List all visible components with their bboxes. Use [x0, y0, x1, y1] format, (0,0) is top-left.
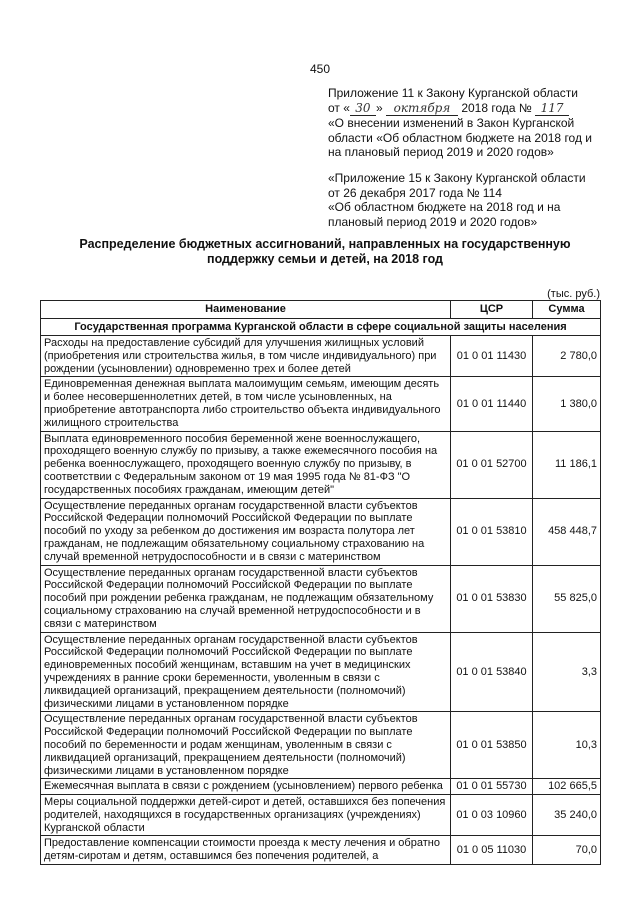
table-row — [41, 431, 601, 498]
row-sum: 11 186,1 — [533, 431, 601, 498]
row-sum: 70,0 — [533, 836, 601, 865]
table-row — [41, 565, 601, 632]
year-text: 2018 года № — [461, 100, 532, 115]
row-name: Ежемесячная выплата в связи с рождением (усыновлением) первого ребенка — [41, 779, 451, 795]
table-row — [41, 377, 601, 431]
row-name: Осуществление переданных органам государственной власти субъектов Российской Федерации полномочий Российской Федерации по выплате пособий по уходу за ребенком до достижения им возраста полутора лет гражданам, не подлежащим обязательному социальному страхованию на случай временной нетрудоспособности и в связи с материнством — [41, 498, 451, 565]
appendix-line: области «Об областном бюджете на 2018 год и — [328, 130, 593, 145]
row-csr: 01 0 03 10960 — [451, 795, 533, 836]
table-row — [41, 712, 601, 779]
page-number: 450 — [309, 62, 331, 76]
table-body — [41, 301, 601, 865]
table-header-row — [41, 301, 601, 319]
row-name: Выплата единовременного пособия беременной жене военнослужащего, проходящего военную службу по призыву, а также ежемесячного пособия на ребенка военнослужащего, проходящего военную службу по призыву, в соответствии с Федеральным законом от 19 мая 1995 года № 81-ФЗ "О государственных пособиях гражданам, имеющим детей" — [41, 431, 451, 498]
row-csr: 01 0 01 53850 — [451, 712, 533, 779]
row-sum: 1 380,0 — [533, 377, 601, 431]
title-line: Распределение бюджетных ассигнований, направленных на государственную — [79, 237, 571, 251]
row-csr: 01 0 01 11440 — [451, 377, 533, 431]
row-name: Расходы на предоставление субсидий для улучшения жилищных условий (приобретения или строительства жилья, в том числе индивидуального) при рождении (усыновлении) одновременно трех и более детей — [41, 336, 451, 377]
unit-label: (тыс. руб.) — [547, 288, 600, 300]
row-sum: 458 448,7 — [533, 498, 601, 565]
row-csr: 01 0 01 52700 — [451, 431, 533, 498]
appendix-line: на плановый период 2019 и 2020 годов» — [328, 145, 554, 159]
table-row — [41, 779, 601, 795]
header-name: Наименование — [41, 301, 451, 319]
row-name: Меры социальной поддержки детей-сирот и детей, оставшихся без попечения родителей, находящихся в государственных организациях (учреждениях) Курганской области — [41, 795, 451, 836]
row-name: Осуществление переданных органам государственной власти субъектов Российской Федерации полномочий Российской Федерации по выплате единовременных пособий женщинам, вставшим на учет в медицинских учреждениях в ранние сроки беременности, уволенным в связи с ликвидацией организаций, прекращением деятельности (полномочий) физическими лицами в установленном порядке — [41, 632, 451, 712]
row-csr: 01 0 01 53810 — [451, 498, 533, 565]
appendix-11-header — [328, 86, 618, 160]
open-quote: « — [343, 100, 350, 115]
table-row — [41, 336, 601, 377]
row-sum: 102 665,5 — [533, 779, 601, 795]
row-csr: 01 0 05 11030 — [451, 836, 533, 865]
appendix-line: «О внесении изменений в Закон Курганской — [328, 116, 575, 130]
appendix-line: «Об областном бюджете на 2018 год и на — [328, 200, 561, 214]
row-csr: 01 0 01 11430 — [451, 336, 533, 377]
handwritten-month: октября — [386, 101, 458, 117]
row-sum: 55 825,0 — [533, 565, 601, 632]
row-sum: 3,3 — [533, 632, 601, 712]
document-title — [60, 237, 590, 267]
appendix-line: Приложение 11 к Закону Курганской области — [328, 86, 578, 100]
row-csr: 01 0 01 55730 — [451, 779, 533, 795]
appendix-line: плановый период 2019 и 2020 годов» — [328, 214, 538, 229]
row-name: Единовременная денежная выплата малоимущим семьям, имеющим десять и более несовершеннолетних детей, в том числе усыновленных, на приобретение автотранспорта либо строительство объекта индивидуального жилищного строительства — [41, 377, 451, 431]
row-csr: 01 0 01 53840 — [451, 632, 533, 712]
handwritten-number: 117 — [535, 101, 569, 117]
row-name: Предоставление компенсации стоимости проезда к месту лечения и обратно детям-сиротам и детям, оставшимся без попечения родителей, а — [41, 836, 451, 865]
handwritten-day: 30 — [350, 101, 376, 117]
table-row — [41, 836, 601, 865]
appendix-line: «Приложение 15 к Закону Курганской области — [328, 171, 586, 185]
header-sum: Сумма — [533, 301, 601, 319]
close-quote: » — [375, 100, 383, 115]
header-csr: ЦСР — [451, 301, 533, 319]
row-name: Осуществление переданных органам государственной власти субъектов Российской Федерации полномочий Российской Федерации по выплате пособий при рождении ребенка гражданам, не подлежащим обязательному социальному страхованию на случай временной нетрудоспособности и в связи с материнством — [41, 565, 451, 632]
allocation-table — [40, 300, 601, 865]
appendix-date-line — [328, 101, 618, 117]
row-sum: 35 240,0 — [533, 795, 601, 836]
row-csr: 01 0 01 53830 — [451, 565, 533, 632]
program-row — [41, 319, 601, 336]
table-row — [41, 632, 601, 712]
from-prefix: от — [328, 100, 340, 115]
row-name: Осуществление переданных органам государственной власти субъектов Российской Федерации полномочий Российской Федерации по выплате пособий по беременности и родам женщинам, уволенным в связи с ликвидацией организаций, прекращением деятельности (полномочий) физическими лицами в установленном порядке — [41, 712, 451, 779]
title-line: поддержку семьи и детей, на 2018 год — [207, 252, 443, 266]
program-title: Государственная программа Курганской области в сфере социальной защиты населения — [41, 319, 601, 336]
table-row — [41, 795, 601, 836]
row-sum: 10,3 — [533, 712, 601, 779]
appendix-15-header — [328, 171, 618, 229]
row-sum: 2 780,0 — [533, 336, 601, 377]
appendix-line: от 26 декабря 2017 года № 114 — [328, 185, 502, 200]
table-row — [41, 498, 601, 565]
